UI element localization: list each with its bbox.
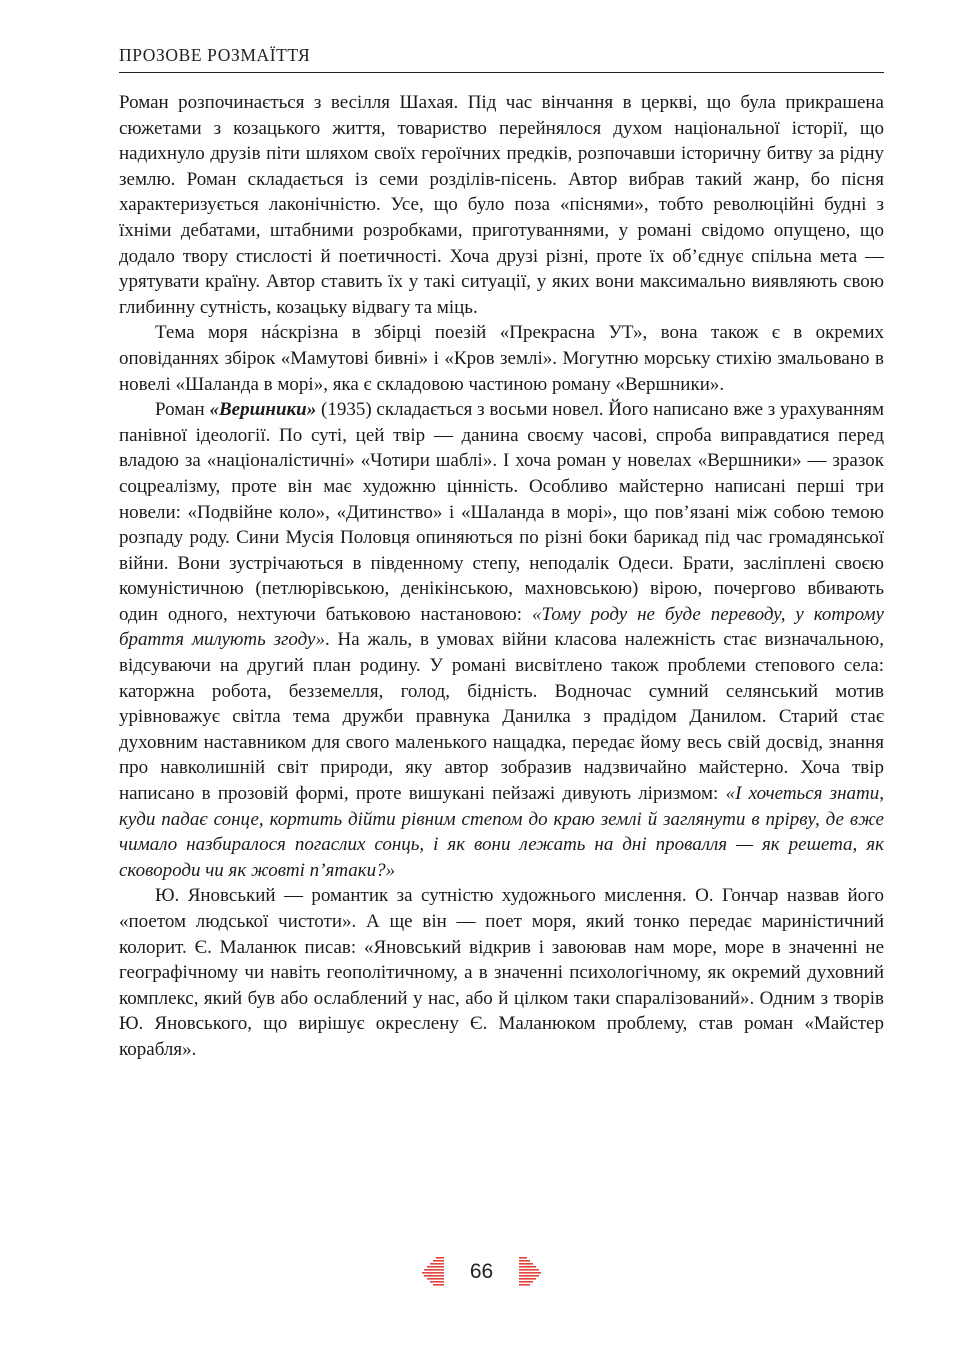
paragraph-3 [119, 397, 884, 883]
quote-proverb: «Тому роду не буде переводу, у котрому браття милують згоду» [119, 603, 884, 651]
paragraph-4: Ю. Яновський — романтик за сутністю художнього мислення. О. Гончар назвав його «поетом людської чистоти». А ще він — поет моря, який тонко передає мариністичний колорит. Є. Маланюк писав: «Яновський відкрив і завоював нам море, море в значенні не географічному чи навіть геополітичному, а в значенні психологічному, як окремий духовний комплекс, який був або ослаблений у нас, або й цілком таки спаралізований». Одним з творів Ю. Яновського, що вирішує окреслену Є. Маланюком проблему, став роман «Майстер корабля». [119, 885, 884, 1060]
striped-arrow-left-icon [422, 1256, 444, 1288]
striped-arrow-right-icon [519, 1256, 541, 1288]
novel-title: «Вершники» [209, 399, 317, 421]
page-footer [0, 1254, 963, 1290]
page-number: 66 [469, 1260, 494, 1283]
running-head: ПРОЗОВЕ РОЗМАЇТТЯ [119, 44, 884, 73]
paragraph-3-continuation: . На жаль, в умовах війни класова належність стає визначальною, відсуваючи на другий план родину. У романі висвітлено також проблеми степового села: каторжна робота, безземелля, голод, бідність. Водночас сумний селянський мотив урівноважує світла тема дружби правнука Данилка з прадідом Данилом. Старий стає духовним наставником для свого маленького нащадка, передає йому весь свій досвід, знання про навколишній світ природи, яку автор зобразив надзвичайно майстерно. Хоча твір написано в прозовій формі, проте вишукані пейзажі дивують ліризмом: [119, 629, 884, 805]
quote-lyrical: «І хочеться знати, куди падає сонце, кортить дійти рівним степом до краю землі й заглянути в прірву, де вже чимало назбиралося погаслих сонць, і як вони лежать на дні провалля — як решета, як сковороди чи як жовті п’ятаки?» [119, 783, 884, 881]
paragraph-1: Роман розпочинається з весілля Шахая. Під час вінчання в церкві, що була прикрашена сюжетами з козацького життя, товариство перейнялося духом національної історії, що надихнуло друзів піти шляхом своїх героїчних предків, розпочавши історичну битву за рідну землю. Роман складається із семи розділів-пісень. Автор вибрав такий жанр, бо пісня характеризується лаконічністю. Усе, що було поза «піснями», тобто революційні будні з їхніми дебатами, штабними розробками, приготуваннями, у романі свідомо опущено, що додало твору стислості й поетичності. Хоча друзі різні, проте їх об’єднує спільна мета — урятувати країну. Автор ставить їх у такі ситуації, у яких вони максимально виявляють свою глибинну сутність, козацьку відвагу та міць. [119, 92, 884, 318]
paragraph-3-start: Роман [155, 399, 210, 421]
main-text [119, 90, 884, 1063]
paragraph-3-middle: (1935) складається з восьми новел. Його написано вже з урахуванням панівної ідеології. По суті, цей твір — данина своєму часові, спроба виправдатися перед владою за «націоналістичні» «Чотири шаблі». І хоча роман у новелах «Вершники» — зразок соцреалізму, проте він має художню цінність. Особливо майстерно написані перші три новели: «Подвійне коло», «Дитинство» і «Шаланда в морі», що пов’язані між собою темою розпаду роду. Сини Мусія Половця опиняються по різні боки барикад під час громадянської війни. Вони зустрічаються в південному степу, неподалік Одеси. Брати, засліплені своєю комуністичною (петлюрівською, денікінською, махновською) вірою, почергово вбивають один одного, нехтуючи батьковою настановою: [119, 399, 885, 625]
paragraph-2: Тема моря нáскрізна в збірці поезій «Прекрасна УТ», вона також є в окремих оповіданнях збірок «Мамутові бивні» і «Кров землі». Могутню морську стихію змальовано в новелі «Шаланда в морі», яка є складовою частиною роману «Вершники». [119, 322, 884, 395]
